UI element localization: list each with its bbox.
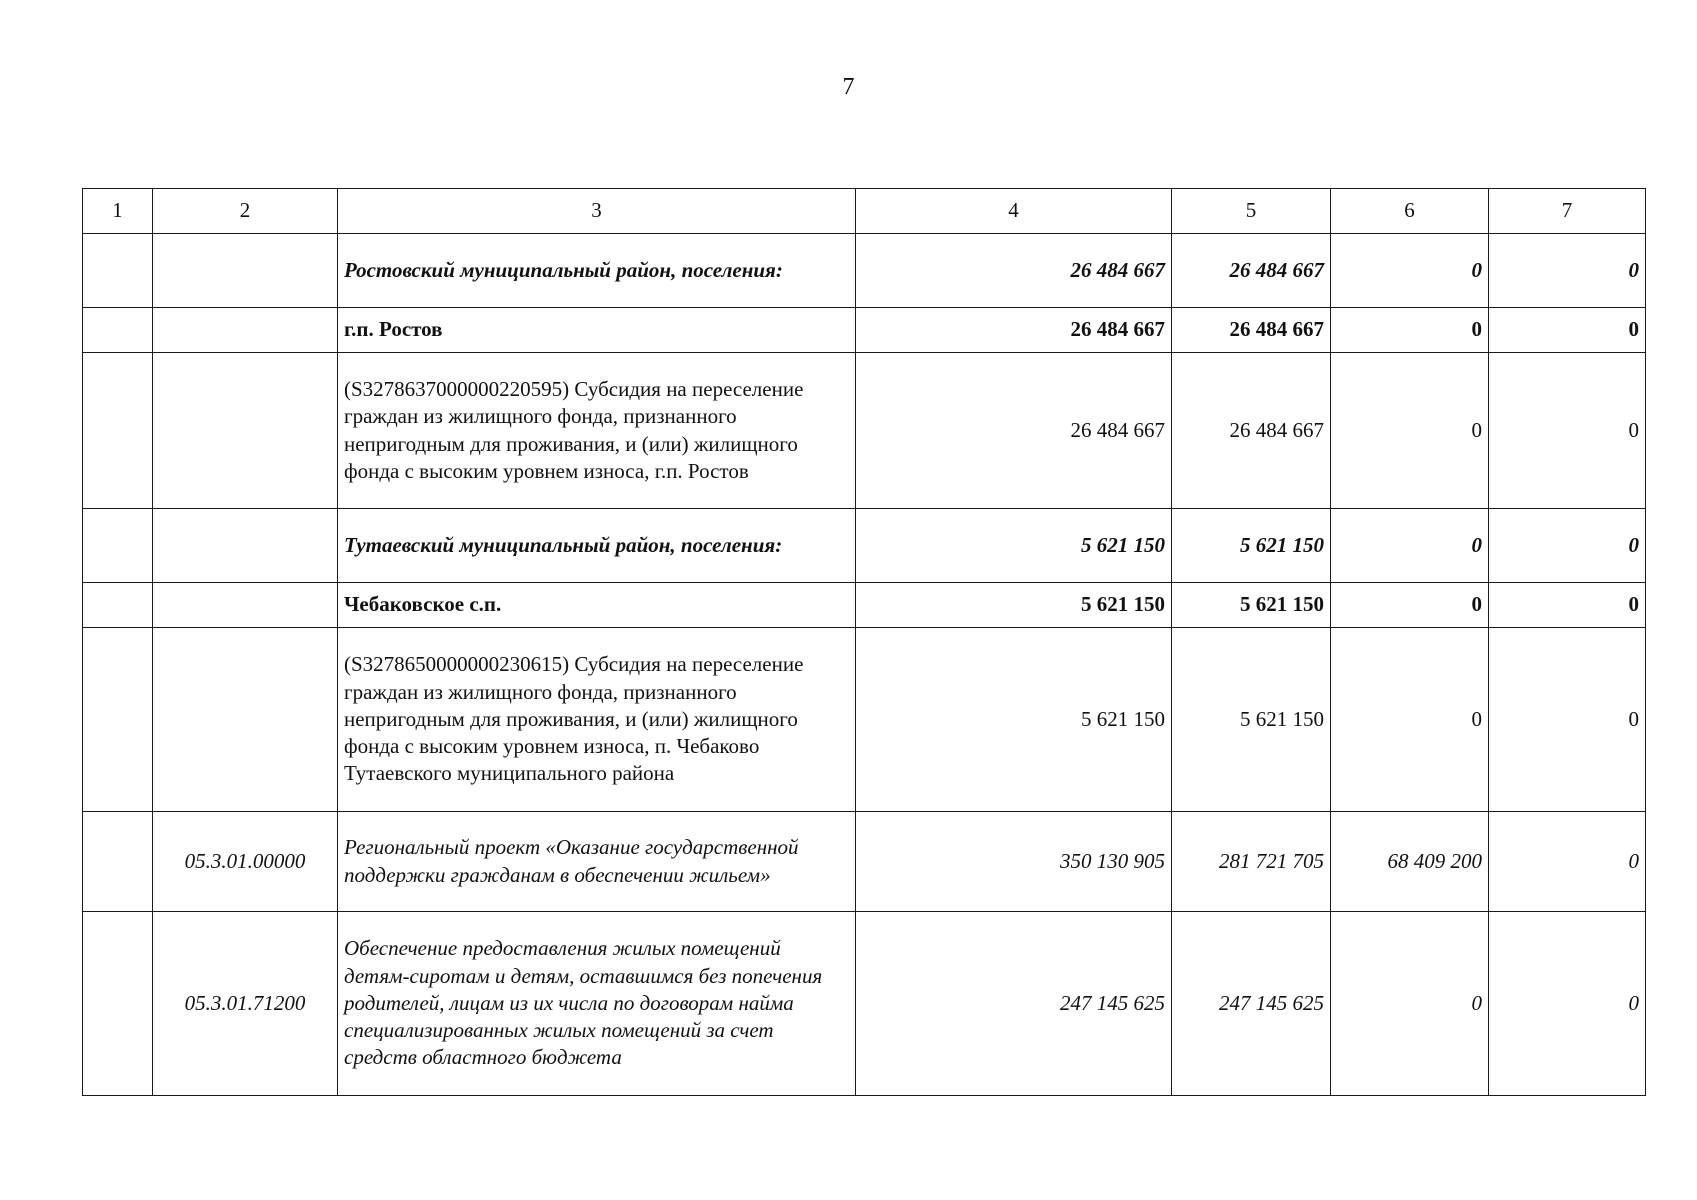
cell-col5: 26 484 667	[1172, 308, 1331, 353]
cell-col4: 247 145 625	[856, 912, 1172, 1096]
cell-description: (S327863700000022059​5) Субсидия на переселение граждан из жилищного фонда, признанного непригодным для проживания, и (или) жилищного фонда с высоким уровнем износа, г.п. Ростов	[338, 353, 856, 509]
cell-col4: 26 484 667	[856, 353, 1172, 509]
cell-code	[153, 509, 338, 583]
budget-table	[82, 188, 1646, 1096]
column-header-1: 1	[83, 189, 153, 234]
cell-col5: 26 484 667	[1172, 353, 1331, 509]
column-header-7: 7	[1489, 189, 1646, 234]
cell-code: 05.3.01.71200	[153, 912, 338, 1096]
cell-col4: 5 621 150	[856, 583, 1172, 628]
table-row	[83, 628, 1646, 812]
cell-code	[153, 353, 338, 509]
cell-col1	[83, 583, 153, 628]
cell-col7: 0	[1489, 353, 1646, 509]
cell-description: Чебаковское с.п.	[338, 583, 856, 628]
table-row	[83, 583, 1646, 628]
cell-col5: 5 621 150	[1172, 628, 1331, 812]
table-row	[83, 353, 1646, 509]
cell-col7: 0	[1489, 308, 1646, 353]
cell-col1	[83, 353, 153, 509]
table-header-row	[83, 189, 1646, 234]
cell-col6: 0	[1331, 912, 1489, 1096]
cell-col4: 5 621 150	[856, 628, 1172, 812]
table-row	[83, 912, 1646, 1096]
cell-code	[153, 234, 338, 308]
cell-col6: 0	[1331, 628, 1489, 812]
cell-col5: 26 484 667	[1172, 234, 1331, 308]
table-row	[83, 308, 1646, 353]
cell-col7: 0	[1489, 628, 1646, 812]
cell-col1	[83, 509, 153, 583]
cell-col7: 0	[1489, 912, 1646, 1096]
cell-col4: 26 484 667	[856, 234, 1172, 308]
column-header-6: 6	[1331, 189, 1489, 234]
cell-col5: 5 621 150	[1172, 583, 1331, 628]
table-row	[83, 509, 1646, 583]
cell-code	[153, 628, 338, 812]
cell-col7: 0	[1489, 812, 1646, 912]
table-row	[83, 812, 1646, 912]
column-header-3: 3	[338, 189, 856, 234]
cell-description: г.п. Ростов	[338, 308, 856, 353]
column-header-2: 2	[153, 189, 338, 234]
cell-col5: 281 721 705	[1172, 812, 1331, 912]
cell-col5: 5 621 150	[1172, 509, 1331, 583]
cell-code: 05.3.01.00000	[153, 812, 338, 912]
cell-col6: 0	[1331, 234, 1489, 308]
cell-col1	[83, 812, 153, 912]
cell-col1	[83, 912, 153, 1096]
cell-col4: 5 621 150	[856, 509, 1172, 583]
cell-code	[153, 583, 338, 628]
cell-col5: 247 145 625	[1172, 912, 1331, 1096]
cell-col6: 0	[1331, 353, 1489, 509]
page-number: 7	[842, 74, 855, 100]
column-header-5: 5	[1172, 189, 1331, 234]
cell-col1	[83, 308, 153, 353]
cell-col7: 0	[1489, 234, 1646, 308]
cell-description: Обеспечение предоставления жилых помещений детям-сиротам и детям, оставшимся без попечения родителей, лицам из их числа по договорам найма специализированных жилых помещений за счет средств областного бюджета	[338, 912, 856, 1096]
cell-description: Региональный проект «Оказание государственной поддержки гражданам в обеспечении жильем»	[338, 812, 856, 912]
cell-col7: 0	[1489, 583, 1646, 628]
cell-col7: 0	[1489, 509, 1646, 583]
cell-col6: 68 409 200	[1331, 812, 1489, 912]
cell-col6: 0	[1331, 583, 1489, 628]
column-header-4: 4	[856, 189, 1172, 234]
cell-description: Тутаевский муниципальный район, поселения:	[338, 509, 856, 583]
cell-code	[153, 308, 338, 353]
cell-description: (S327865000000023061​5) Субсидия на переселение граждан из жилищного фонда, признанного непригодным для проживания, и (или) жилищного фонда с высоким уровнем износа, п. Чебаково Тутаевского муниципального района	[338, 628, 856, 812]
cell-col6: 0	[1331, 308, 1489, 353]
cell-col6: 0	[1331, 509, 1489, 583]
cell-col1	[83, 234, 153, 308]
cell-col4: 26 484 667	[856, 308, 1172, 353]
cell-col4: 350 130 905	[856, 812, 1172, 912]
cell-col1	[83, 628, 153, 812]
cell-description: Ростовский муниципальный район, поселения:	[338, 234, 856, 308]
table-row	[83, 234, 1646, 308]
